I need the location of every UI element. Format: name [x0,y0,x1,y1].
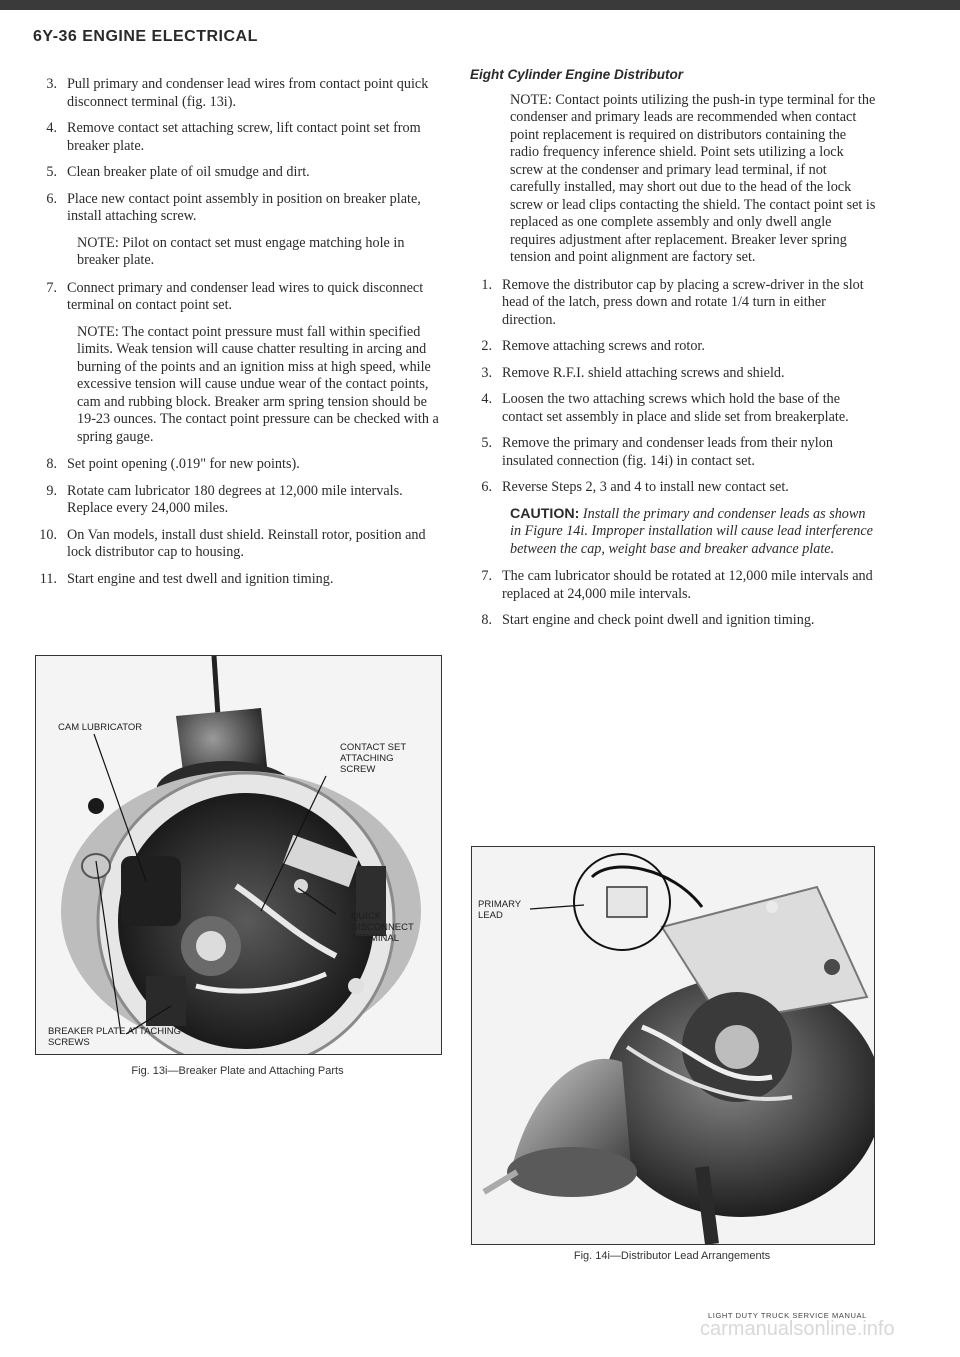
step-8: 8. Set point opening (.019" for new points). [46,456,300,472]
step-5: 5. Clean breaker plate of oil smudge and dirt. [46,164,310,180]
step-4: 4. Remove contact set attaching screw, lift contact point set from breaker plate. [46,120,421,154]
label-quick-disconnect: QUICK DISCONNECT TERMINAL [351,911,414,944]
distributor-photo-illustration [36,656,441,1054]
label-breaker-plate-screws: BREAKER PLATE ATTACHING SCREWS [48,1026,182,1048]
figure-14i-caption: Fig. 14i—Distributor Lead Arrangements [573,1250,771,1262]
caution-block [510,506,878,559]
step-9: 9. Rotate cam lubricator 180 degrees at 12,000 mile intervals. Replace every 24,000 miles. [46,482,403,516]
caution-text: Install the primary and condenser leads as shown in Figure 14i. Improper installation will cause lead interference between the cap, weight base and breaker advance plate. [510,505,873,557]
left-column [35,76,440,597]
note-pilot: NOTE: Pilot on contact set must engage matching hole in breaker plate. [77,234,405,268]
rstep-4: 4. Loosen the two attaching screws which hold the base of the contact set assembly in place and slide set from breakerplate. [481,391,849,425]
top-edge-bar [0,0,960,10]
rstep-3: 3. Remove R.F.I. shield attaching screws and shield. [481,364,785,381]
rstep-8: 8. Start engine and check point dwell and ignition timing. [481,612,815,628]
step-11: 11. Start engine and test dwell and ignition timing. [39,570,334,587]
section-subhead: Eight Cylinder Engine Distributor [470,67,684,82]
figure-13i-caption: Fig. 13i—Breaker Plate and Attaching Parts [131,1065,344,1077]
rstep-7: 7. The cam lubricator should be rotated at 12,000 mile intervals and replaced at 24,000 mile intervals. [481,568,873,602]
figure-14i-lead-arrangements [471,846,875,1245]
watermark: carmanualsonline.info [700,1318,895,1340]
label-contact-set-screw: CONTACT SET ATTACHING SCREW [340,742,406,775]
rstep-5: 5. Remove the primary and condenser leads from their nylon insulated connection (fig. 14i) in contact set. [481,435,833,469]
note-push-in-terminal: NOTE: Contact points utilizing the push-in type terminal for the condenser and primary leads are recommended when contact point replacement is required on distributors containing the radio frequency inference shield. Point sets utilizing a lock screw at the condenser and primary lead terminal, if not carefully installed, may short out due to the head of the lock screw or lead clips contacting the shield. The contact point set is replaced as one complete assembly and only dwell angle requires adjustment after replacement. Breaker lever spring tension and point alignment are factory set. [510,91,876,265]
note-pressure: NOTE: The contact point pressure must fall within specified limits. Weak tension will cause chatter resulting in arcing and burning of the points and an ignition miss at high speed, while excessive tension will cause undue wear of the contact points, cam and rubbing block. Breaker arm spring tension should be 19-23 ounces. The contact point pressure can be checked with a spring gauge. [77,323,439,445]
label-cam-lubricator: CAM LUBRICATOR [58,722,143,733]
label-primary-lead: PRIMARY LEAD [478,899,521,921]
rstep-1: 1. Remove the distributor cap by placing a screw-driver in the slot head of the latch, press down and rotate 1/4 turn in either direction. [481,276,864,328]
right-column [470,66,878,639]
step-7: 7. Connect primary and condenser lead wires to quick disconnect terminal on contact point set. [46,279,424,313]
rstep-6: 6. Reverse Steps 2, 3 and 4 to install new contact set. [481,479,789,495]
step-3: 3. Pull primary and condenser lead wires from contact point quick disconnect terminal (fig. 13i). [46,76,429,110]
figure-13i-breaker-plate [35,655,442,1055]
rstep-2: 2. Remove attaching screws and rotor. [481,338,705,354]
distributor-lead-illustration [472,847,874,1244]
page-header: 6Y-36 ENGINE ELECTRICAL [33,28,258,45]
step-10: 10. On Van models, install dust shield. Reinstall rotor, position and lock distributor cap to housing. [39,526,426,560]
page-footer: LIGHT DUTY TRUCK SERVICE MANUAL [708,1311,867,1320]
step-6: 6. Place new contact point assembly in position on breaker plate, install attaching screw. [46,190,421,224]
caution-label: CAUTION: [510,505,580,522]
